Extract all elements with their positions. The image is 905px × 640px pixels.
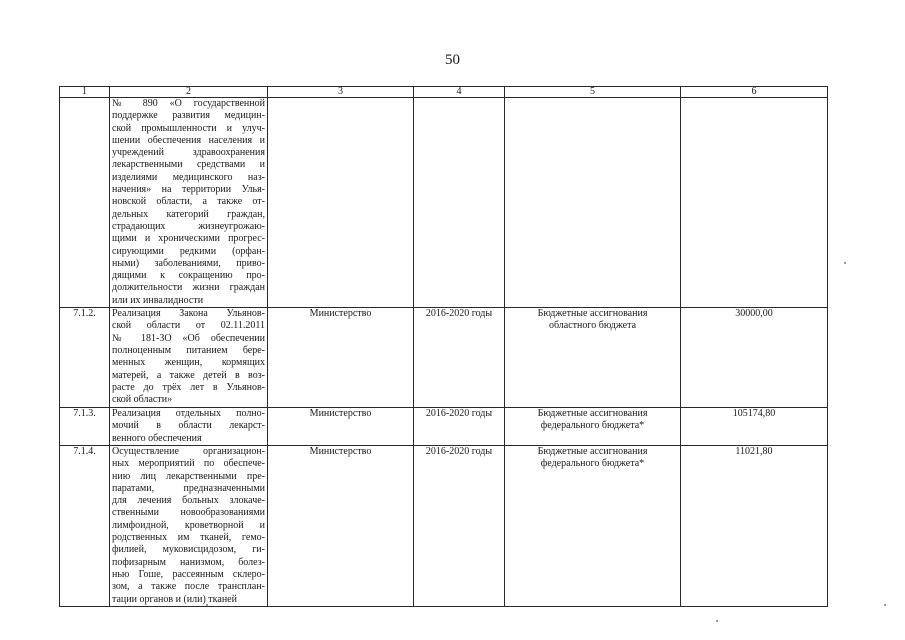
description-cell [110, 408, 268, 446]
description-line: для лечения больных злокаче- [112, 495, 265, 507]
funding-source-line: Бюджетные ассигнования [537, 308, 648, 320]
description-line: мочий в области лекарст- [112, 420, 265, 432]
description-cell [110, 98, 268, 308]
executor-cell [268, 98, 414, 308]
description-line: дельных категорий граждан, [112, 208, 265, 220]
description-line: ственными новообразованиями [112, 507, 265, 519]
description-line: изделиями медицинского наз- [112, 171, 265, 183]
description-line: полноценным питанием бере- [112, 344, 265, 356]
description-line: нию лиц лекарственными пре- [112, 470, 265, 482]
column-header: 6 [681, 87, 828, 98]
description-line: ской области» [112, 394, 173, 406]
description-line: сирующими редкими (орфан- [112, 245, 265, 257]
description-line: матерей, а также детей в воз- [112, 369, 265, 381]
scan-speck [206, 604, 208, 606]
description-line: ской промышленности и улуч- [112, 122, 265, 134]
description-line: лимфоидной, кроветворной и [112, 519, 265, 531]
description-line: Реализация отдельных полно- [112, 408, 265, 420]
column-header: 3 [268, 87, 414, 98]
description-line: или их инвалидности [112, 294, 204, 306]
description-line: зом, а также после трансплан- [112, 581, 265, 593]
funding-source-cell [505, 445, 681, 606]
description-line: № 890 «О государственной [112, 98, 265, 109]
row-number-cell: 7.1.4. [60, 445, 110, 606]
column-header: 4 [414, 87, 505, 98]
description-line: Осуществление организацион- [112, 445, 265, 457]
description-line: поддержке развития медицин- [112, 110, 265, 122]
table-row [60, 445, 828, 606]
description-line: пофизарным нанизмом, болез- [112, 556, 265, 568]
description-line: филией, муковисцидозом, ги- [112, 544, 265, 556]
description-line: ных мероприятий по обеспече- [112, 458, 265, 470]
period-cell [414, 98, 505, 308]
executor-cell: Министерство [268, 408, 414, 446]
description-line: страдающих жизнеугрожаю- [112, 220, 265, 232]
description-line: должительности жизни граждан [112, 282, 265, 294]
description-line: ными) заболеваниями, приво- [112, 257, 265, 269]
description-line: лекарственными средствами и [112, 159, 265, 171]
amount-cell: 30000,00 [681, 308, 828, 408]
funding-source-line: Бюджетные ассигнования [537, 408, 648, 420]
period-cell: 2016-2020 годы [414, 408, 505, 446]
description-line: новской области, а также от- [112, 196, 265, 208]
period-cell: 2016-2020 годы [414, 308, 505, 408]
executor-cell: Министерство [268, 308, 414, 408]
description-cell [110, 445, 268, 606]
budget-table [59, 86, 828, 607]
row-number-cell [60, 98, 110, 308]
description-line: венного обеспечения [112, 432, 202, 444]
table-row [60, 98, 828, 308]
funding-source-cell [505, 308, 681, 408]
description-line: расте до трёх лет в Ульянов- [112, 381, 265, 393]
funding-source-line: федерального бюджета* [540, 420, 645, 432]
description-line: № 181-ЗО «Об обеспечении [112, 332, 265, 344]
row-number-cell: 7.1.2. [60, 308, 110, 408]
description-line: Реализация Закона Ульянов- [112, 308, 265, 320]
scan-speck [844, 262, 846, 264]
description-line: менных женщин, кормящих [112, 357, 265, 369]
column-header: 5 [505, 87, 681, 98]
funding-source-cell [505, 408, 681, 446]
description-line: тации органов и (или) тканей [112, 593, 237, 605]
column-header: 1 [60, 87, 110, 98]
scan-speck [716, 620, 718, 622]
table-row [60, 308, 828, 408]
description-line: нью Гоше, рассеянным склеро- [112, 568, 265, 580]
description-line: дящими к сокращению про- [112, 270, 265, 282]
description-line: шении обеспечения населения и [112, 134, 265, 146]
column-header: 2 [110, 87, 268, 98]
executor-cell: Министерство [268, 445, 414, 606]
description-line: начения» на территории Улья- [112, 184, 265, 196]
page-number: 50 [445, 52, 460, 68]
funding-source-line: федерального бюджета* [540, 458, 645, 470]
description-line: щими и хроническими прогрес- [112, 233, 265, 245]
amount-cell: 11021,80 [681, 445, 828, 606]
description-line: ской области от 02.11.2011 [112, 320, 265, 332]
description-line: родственных им тканей, гемо- [112, 532, 265, 544]
table-header-row [60, 87, 828, 98]
row-number-cell: 7.1.3. [60, 408, 110, 446]
amount-cell [681, 98, 828, 308]
funding-source-line: областного бюджета [548, 320, 637, 332]
funding-source-cell [505, 98, 681, 308]
description-cell [110, 308, 268, 408]
funding-source-line: Бюджетные ассигнования [537, 445, 648, 457]
period-cell: 2016-2020 годы [414, 445, 505, 606]
amount-cell: 105174,80 [681, 408, 828, 446]
table-row [60, 408, 828, 446]
description-line: паратами, предназначенными [112, 482, 265, 494]
scan-speck [884, 604, 886, 606]
description-line: учреждений здравоохранения [112, 147, 265, 159]
